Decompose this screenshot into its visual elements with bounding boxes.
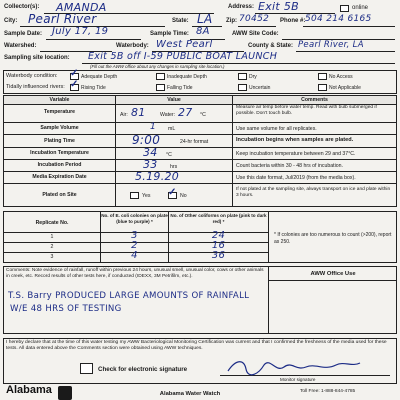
tidal-label: Tidally influenced rivers: xyxy=(6,84,65,90)
water-value[interactable]: 27 xyxy=(178,106,193,119)
county-value[interactable]: Pearl River, LA xyxy=(298,40,364,50)
incubation-period-unit: hrs xyxy=(170,164,178,170)
footer-logo: Alabama xyxy=(6,384,52,396)
air-label: Air: xyxy=(120,112,128,118)
col-value: Value xyxy=(116,96,232,104)
col-comments: Comments xyxy=(233,96,396,104)
phone-label: Phone #: xyxy=(280,18,306,24)
uncertain-checkbox[interactable] xyxy=(238,84,247,91)
rep-head-other: No. of Other coliforms on plate (pink to dark red) * xyxy=(170,213,267,224)
sample-date-value[interactable]: July 17, 19 xyxy=(52,26,109,37)
falling-tide-checkbox[interactable] xyxy=(156,84,165,91)
rep-divider-3 xyxy=(268,211,269,263)
comments-handwritten-1[interactable]: T.S. Barry PRODUCED LARGE AMOUNTS OF RAINFALL xyxy=(8,291,250,301)
electronic-signature-label: Check for electronic signature xyxy=(98,366,188,373)
inadequate-depth-label: Inadequate Depth xyxy=(167,74,207,80)
table-rule-4 xyxy=(3,159,397,160)
monitor-signature[interactable] xyxy=(224,357,364,377)
county-line xyxy=(296,51,395,52)
dry-checkbox[interactable] xyxy=(238,73,247,80)
table-rule-3 xyxy=(3,147,397,148)
uncertain-label: Uncertain xyxy=(249,85,271,91)
location-note: (Fill out the AWW office about any changes in sampling site location.) xyxy=(90,64,225,69)
city-label: City: xyxy=(4,18,18,24)
water-label: Water: xyxy=(160,112,176,118)
rising-tide-checkbox[interactable] xyxy=(70,84,79,91)
not-applicable-checkbox[interactable] xyxy=(318,84,327,91)
sample-time-value[interactable]: 8A xyxy=(196,26,210,37)
monitor-signature-label: Monitor signature xyxy=(280,377,316,382)
table-rule-1 xyxy=(3,122,397,123)
temperature-unit: °C xyxy=(200,112,206,118)
office-use-label: AWW Office Use xyxy=(310,271,356,277)
temperature-comment: Measure air temp before water temp. Read with bulb submerged if possible. Don't touch bulb. xyxy=(236,105,377,116)
online-label: online xyxy=(352,5,369,11)
electronic-signature-checkbox[interactable] xyxy=(80,363,93,374)
rep-row-1-ecoli[interactable]: 3 xyxy=(131,230,138,241)
phone-value[interactable]: 504 214 6165 xyxy=(305,14,372,24)
rep-row-3-no: 3 xyxy=(50,254,54,260)
plated-no-label: No xyxy=(180,193,187,199)
plating-value[interactable]: 9:00 xyxy=(132,133,161,147)
table-rule-2 xyxy=(3,134,397,135)
no-access-checkbox[interactable] xyxy=(318,73,327,80)
table-rule-5 xyxy=(3,171,397,172)
incubation-period-label: Incubation Period xyxy=(37,162,82,168)
plating-label: Plating Time xyxy=(44,138,75,144)
collector-value[interactable]: AMANDA xyxy=(56,1,107,14)
plated-label: Plated on Site xyxy=(42,192,77,198)
rep-row-2-other[interactable]: 16 xyxy=(211,240,226,251)
table-divider-1 xyxy=(115,95,116,207)
incubation-temp-comment: Keep incubation temperature between 29 and 37°C. xyxy=(236,151,356,157)
plated-comment: If not plated at the sampling site, always transport on ice and plate within 3 hours. xyxy=(236,187,391,198)
falling-tide-label: Falling Tide xyxy=(167,85,193,91)
waterbody-value[interactable]: West Pearl xyxy=(156,39,213,50)
plating-unit: 24-hr format xyxy=(180,139,209,145)
table-rule-6 xyxy=(3,183,397,184)
rep-head-ecoli: No. of E. coli colonies on plate (blue to purple) * xyxy=(101,213,168,224)
waterbody-condition-label: Waterbody condition: xyxy=(6,73,58,79)
rep-row-1-other[interactable]: 24 xyxy=(211,230,226,241)
rising-tide-label: Rising Tide xyxy=(81,85,106,91)
volume-comment: Use same volume for all replicates. xyxy=(236,126,317,132)
plated-yes-checkbox[interactable] xyxy=(130,192,139,199)
phone-line xyxy=(303,26,395,27)
temperature-label: Temperature xyxy=(43,109,76,115)
incubation-period-value[interactable]: 33 xyxy=(143,158,158,171)
col-variable: Variable xyxy=(4,96,115,104)
footer-phone: Toll Free: 1-888-844-4785 xyxy=(300,389,356,394)
sample-time-label: Sample Time: xyxy=(150,31,189,37)
rep-row-3-ecoli[interactable]: 4 xyxy=(131,250,138,261)
address-value[interactable]: Exit 5B xyxy=(258,0,299,13)
sample-date-label: Sample Date: xyxy=(4,31,43,37)
logo-mark-icon xyxy=(58,386,72,400)
rep-row-1-no: 1 xyxy=(50,234,54,240)
volume-unit: mL xyxy=(168,126,176,132)
footer-program: Alabama Water Watch xyxy=(159,391,221,397)
incubation-temp-unit: °C xyxy=(166,152,172,158)
zip-value[interactable]: 70452 xyxy=(239,14,270,24)
certification-text: I hereby declare that at the time of this water testing my AWW Bacteriological Monitoring Certification was current and that I confirmed the freshness of the media used for these tests. All data entered above the Comments section were obtained using AWW techniques. xyxy=(6,340,387,352)
address-label: Address: xyxy=(228,4,255,10)
not-applicable-label: Not Applicable xyxy=(329,85,361,91)
rep-row-2-no: 2 xyxy=(50,244,54,250)
sample-date-line xyxy=(46,39,141,40)
state-value[interactable]: LA xyxy=(197,12,213,26)
incubation-temp-value[interactable]: 34 xyxy=(143,146,158,159)
location-value[interactable]: Exit 5B off I-59 PUBLIC BOAT LAUNCH xyxy=(88,51,278,62)
expiration-label: Media Expiration Date xyxy=(32,174,87,180)
volume-value[interactable]: 1 xyxy=(150,122,157,132)
comments-handwritten-2[interactable]: W/E 48 HRS OF TESTING xyxy=(10,304,122,314)
comments-instructions: Comments: Note evidence of rainfall, runoff within previous 24 hours, unusual smell, unusual color, cows or other animals in creek, etc. Record results of other tests here, if conducted (IDEXX, 3M Petrifilm, etc.). xyxy=(6,268,264,279)
no-access-label: No Access xyxy=(329,74,353,80)
office-rule xyxy=(268,280,397,281)
adequate-depth-label: Adequate Depth xyxy=(81,74,118,80)
online-checkbox[interactable] xyxy=(340,5,349,12)
watershed-label: Watershed: xyxy=(4,43,37,49)
waterbody-label: Waterbody: xyxy=(116,43,149,49)
rep-row-3-other[interactable]: 36 xyxy=(211,250,226,261)
site-code-label: AWW Site Code: xyxy=(232,31,279,37)
incubation-period-comment: Count bacteria within 30 - 48 hrs of incubation. xyxy=(236,163,343,169)
expiration-comment: Use this date format, Jul/2019 (from the media box). xyxy=(236,175,356,181)
location-label: Sampling site location: xyxy=(4,55,70,61)
plated-no-checkbox[interactable] xyxy=(168,192,177,199)
incubation-temp-label: Incubation Temperature xyxy=(30,150,89,156)
volume-label: Sample Volume xyxy=(40,125,79,131)
state-label: State: xyxy=(172,18,189,24)
county-label: County & State: xyxy=(248,43,293,49)
city-value[interactable]: Pearl River xyxy=(28,12,97,26)
collector-label: Collector(s): xyxy=(4,4,40,10)
inadequate-depth-checkbox[interactable] xyxy=(156,73,165,80)
air-value[interactable]: 81 xyxy=(131,106,146,119)
rep-row-2-ecoli[interactable]: 2 xyxy=(131,240,138,251)
expiration-value[interactable]: 5.19.20 xyxy=(135,170,180,183)
dry-label: Dry xyxy=(249,74,257,80)
zip-line xyxy=(238,26,276,27)
table-divider-2 xyxy=(232,95,233,207)
rep-note: * If colonies are too numerous to count (>200), report as 250. xyxy=(274,232,392,245)
plating-comment: Incubation begins when samples are plated. xyxy=(236,137,354,143)
plated-yes-label: Yes xyxy=(142,193,151,199)
zip-label: Zip: xyxy=(226,18,237,24)
rep-head-no: Replicate No. xyxy=(35,220,69,226)
